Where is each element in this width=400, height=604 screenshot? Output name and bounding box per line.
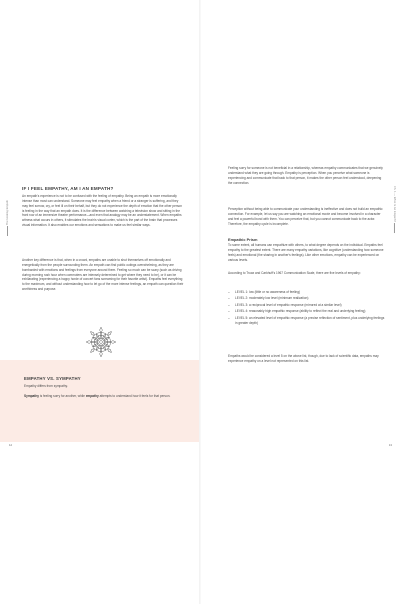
bullet-dash: – bbox=[228, 315, 230, 320]
bullet-dash: – bbox=[228, 290, 230, 294]
callout-box bbox=[0, 360, 199, 442]
prism-paragraph-2: According to Truax and Carkhuff's 1967 Communication Scale, there are five levels of empathy: bbox=[228, 271, 361, 275]
page-number-left: 12 bbox=[9, 443, 13, 447]
list-item: – LEVEL 5: an elevated level of empathic response (a precise reflection of sentiment, plus underlying feelings in greater depth) bbox=[228, 315, 385, 325]
left-paragraph-1: An empath's experience is not to be confused with the feeling of empathy. Being an empath is more emotionally intense than most can understand. Someone may feel empathy when a friend or a stranger is suffering, and they may feel sorrow, cry, or feel ill on their behalf, but they do not experience the depth of emotion that the other person is feeling in the way that an empath does. It is the difference between watching a television show and sitting in the front row of an immersive theatre performance—and even that analogy may be an understatement. When empaths witness what occurs in others, it stimulates the brain's visual cortex, which is the part of the brain that processes visual information. It also enables our emotions and sensations to make us feel similar ways. bbox=[22, 194, 183, 228]
left-paragraph-2: Another key difference is that, when in a crowd, empaths are unable to shut themselves off emotionally and energetically from the people surrounding them. An empath can find public outings overwhelming, as they are bombarded with emotions and feelings from everyone around them. Feeling so much can be scary (such as driving during morning rush hour when commuters are intensely determined to get where they need to be), or it can be exhilarating (experiencing a happy horde of concert fans screaming for their favorite artist). Empaths feel everything to the maximum, and without understanding how to let go of the more intense feelings, an empath can question their worthiness and purpose. bbox=[22, 258, 184, 292]
right-paragraph-1: Feeling sorry for someone is not beneficial in a relationship, whereas empathy communicates that we genuinely understand what they are going through. Empathy is perception. When you perceive what someone is experiencing and communicate that back to that person, it makes the other person feel understood, deepening the connection. bbox=[228, 166, 383, 185]
right-running-head: Ch. 1 — What Is An Empath? bbox=[393, 186, 396, 235]
right-page bbox=[201, 0, 400, 604]
bullet-dash: – bbox=[228, 302, 230, 307]
left-running-head: The Healing Empath bbox=[6, 200, 9, 238]
list-item: – LEVEL 2: moderately low level (minimum realization) bbox=[228, 296, 309, 301]
callout-intro: Empathy differs from sympathy. bbox=[24, 384, 68, 388]
bullet-dash: – bbox=[228, 309, 230, 314]
callout-term-sympathy: Sympathy bbox=[24, 394, 40, 398]
closing-paragraph: Empaths would be considered a level 5 on the above list, though, due to lack of scientific data, empaths may experience empathy on a level not represented on this list. bbox=[228, 354, 379, 363]
callout-term-empathy: empathy bbox=[85, 394, 99, 398]
empathy-levels-list bbox=[228, 290, 385, 327]
mandala-icon bbox=[85, 326, 117, 358]
right-paragraph-2: Perception without being able to communicate your understanding is ineffective and does not build an empathic connection. For example, let us say you are watching an emotional movie and become involved in a character and feel a powerful bond with them. You can perceive that, but you cannot communicate back to the actor. Therefore, the empathy cycle is incomplete. bbox=[228, 207, 383, 226]
section-heading: IF I FEEL EMPATHY, AM I AN EMPATH? bbox=[22, 186, 114, 191]
bullet-dash: – bbox=[228, 296, 230, 301]
callout-text-1: is feeling sorry for another, while bbox=[39, 394, 86, 398]
callout-definition bbox=[24, 394, 172, 399]
list-item: – LEVEL 3: a reciprocal level of empathic response (mirrored at a similar level) bbox=[228, 302, 342, 307]
left-page bbox=[0, 0, 199, 604]
callout-text-2: attempts to understand how it feels for that person. bbox=[98, 394, 171, 398]
page-number-right: 13 bbox=[388, 443, 392, 447]
prism-paragraph-1: To some extent, all humans can empathize with others, to what degree depends on the individual. Empaths feel empathy to the greatest extent. There are many empathy variations, like cognitive (understanding how someone feels) and emotional (the sharing in another's feelings). Like other emotions, empathy can be experienced on various levels. bbox=[228, 243, 384, 262]
list-item: – LEVEL 4: reasonably high empathic response (ability to reflect the real and underlying feeling) bbox=[228, 309, 366, 314]
callout-heading: EMPATHY VS. SYMPATHY bbox=[24, 376, 81, 381]
list-item: – LEVEL 1: low (little or no awareness of feeling) bbox=[228, 290, 300, 294]
subheading-empathic-prism: Empathic Prism bbox=[228, 237, 258, 242]
